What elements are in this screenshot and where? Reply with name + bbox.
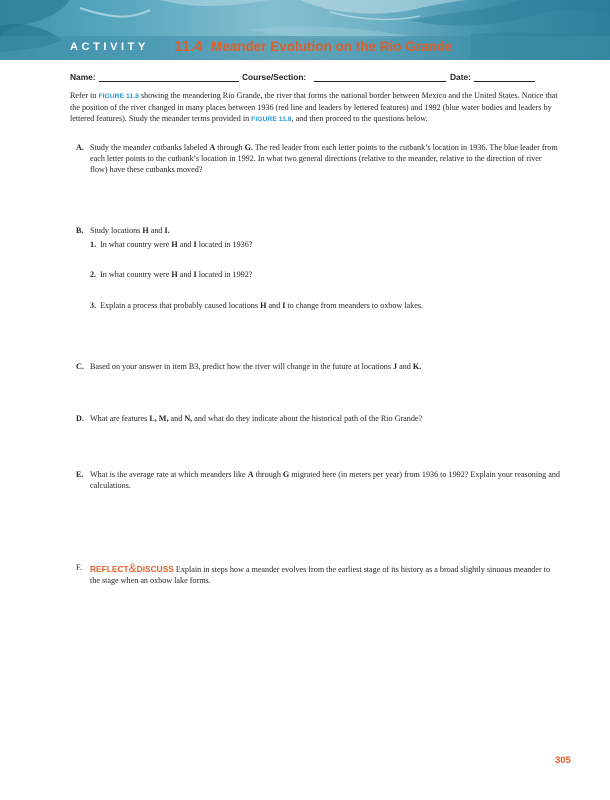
header-banner xyxy=(0,0,610,60)
page-number: 305 xyxy=(555,755,571,766)
question-text: What are features L, M, and N, and what do they indicate about the historical path of the Rio Grande? xyxy=(90,414,423,423)
question-a xyxy=(70,143,562,179)
activity-heading xyxy=(0,36,610,58)
intro-text-1: Refer to xyxy=(70,91,99,100)
reflect-label: REFLECT xyxy=(90,564,129,574)
student-info-row xyxy=(70,72,560,86)
course-section-field[interactable] xyxy=(314,81,446,82)
question-text: REFLECT&DISCUSS Explain in steps how a meander evolves from the earliest stage of its history as a broad slightly sinuous meander to the stage when an oxbow lake forms. xyxy=(90,561,551,585)
question-text: Study locations H and I. xyxy=(90,226,170,235)
question-c xyxy=(70,362,562,374)
question-b2: 2. In what country were H and I located in 1992? xyxy=(90,270,253,279)
date-field[interactable] xyxy=(474,81,535,82)
activity-title: Meander Evolution on the Rio Grande xyxy=(211,39,453,54)
question-text: Based on your answer in item B3, predict how the river will change in the future at locations J and K. xyxy=(90,362,422,371)
question-b xyxy=(70,226,562,238)
question-text: What is the average rate at which meanders like A through G migrated here (in meters per year) from 1936 to 1992? Explain your reasoning and calculations. xyxy=(90,470,560,490)
question-text: Study the meander cutbanks labeled A through G. The red leader from each letter points to the cutbank’s location in 1936. The blue leader from each letter points to the cutbank’s location in 1992. In what two general directions (relative to the meander, relative to the direction of river flow) have these cutbanks moved? xyxy=(90,143,558,174)
question-d xyxy=(70,414,562,426)
question-b3: 3. Explain a process that probably caused locations H and I to change from meanders to oxbow lakes. xyxy=(90,301,424,310)
question-f xyxy=(70,563,562,587)
course-section-label: Course/Section: xyxy=(242,72,307,82)
ampersand: & xyxy=(128,561,137,575)
date-label: Date: xyxy=(450,72,471,82)
figure-reference-link: FIGURE 11.8 xyxy=(251,115,292,123)
question-b1: 1. In what country were H and I located in 1936? xyxy=(90,240,253,249)
question-letter: E. xyxy=(76,470,84,479)
figure-reference-link: FIGURE 11.8 xyxy=(98,93,139,100)
question-letter: A. xyxy=(76,143,84,152)
name-field[interactable] xyxy=(99,81,239,82)
intro-text-2: showing the meandering Rio Grande, the river that forms the national border between Mexico and the United States. Notice that the position of the river changed in many places between 1936 (red line and leaders by lettered features) and 1992 (blue water bodies and leaders by lettered features). Study the meander terms provided in xyxy=(70,91,558,123)
question-letter: B. xyxy=(76,226,84,235)
question-letter: C. xyxy=(76,362,84,371)
activity-number: 11.4 xyxy=(174,38,203,55)
discuss-label: DISCUSS xyxy=(136,564,174,574)
question-letter: F. xyxy=(76,563,82,572)
question-letter: D. xyxy=(76,414,84,423)
activity-label: ACTIVITY xyxy=(70,41,149,53)
intro-text-3: , and then proceed to the questions below. xyxy=(291,113,428,123)
name-label: Name: xyxy=(70,72,96,82)
question-e xyxy=(70,470,562,494)
intro-paragraph xyxy=(70,91,562,126)
